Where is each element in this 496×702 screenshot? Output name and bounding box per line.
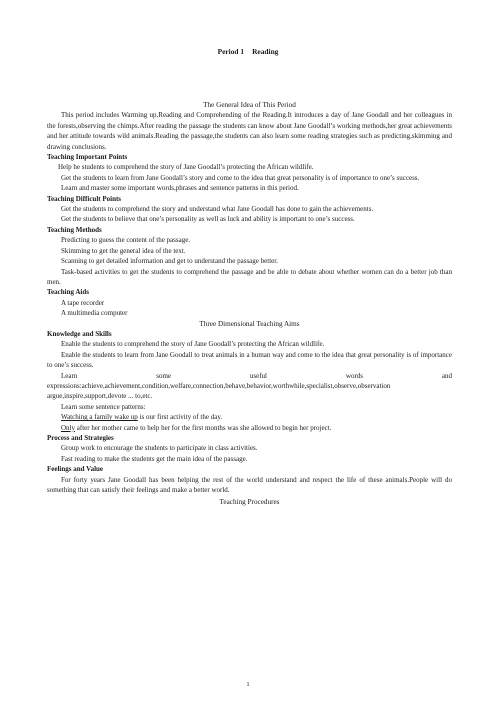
- section-heading-procedures: Teaching Procedures: [219, 498, 280, 507]
- sentence-pattern-rest: is our first activity of the day.: [137, 413, 223, 422]
- section-heading-aims: Three Dimensional Teaching Aims: [199, 319, 300, 328]
- important-point: Learn and master some important words,phrases and sentence patterns in this period.: [61, 184, 299, 193]
- sentence-pattern-rest: after her mother came to help her for the first months was she allowed to begin her project.: [75, 423, 332, 432]
- learn-word: and: [441, 371, 453, 380]
- heading-process-strategies: Process and Strategies: [47, 434, 114, 442]
- important-point: Get the students to learn from Jane Goodall’s story and come to the idea that great personality is of importance to one’s success.: [61, 173, 420, 182]
- heading-feelings-value: Feelings and Value: [47, 465, 104, 474]
- method-item: Predicting to guess the content of the passage.: [61, 236, 191, 245]
- heading-teaching-aids: Teaching Aids: [47, 288, 89, 297]
- period-label: Period 1: [217, 47, 245, 56]
- sentence-pattern-underlined: Watching a family wake up: [61, 413, 138, 422]
- method-item: Skimming to get the general idea of the text.: [61, 246, 186, 255]
- learn-word: Learn: [61, 371, 78, 380]
- learn-words-line: [47, 371, 452, 381]
- knowledge-item: Enable the students to learn from Jane Goodall to treat animals in a human way and come to the idea that great personality is of importance to one’s success.: [47, 350, 452, 370]
- learn-word: words: [345, 371, 364, 380]
- knowledge-item: Enable the students to comprehend the story of Jane Goodall’s protecting the African wildlife.: [61, 340, 325, 349]
- process-item: Group work to encourage the students to participate in class activities.: [61, 444, 258, 453]
- difficult-point: Get the students to believe that one’s personality as well as luck and ability is important to one’s success.: [61, 215, 355, 224]
- important-point: Help he students to comprehend the story of Jane Goodall’s protecting the African wildlife.: [58, 163, 314, 172]
- lesson-name: Reading: [252, 47, 279, 56]
- method-item: Task-based activities to get the students to comprehend the passage and be able to debate about whether women can do a better job than men.: [47, 267, 452, 286]
- section-heading-general: The General Idea of This Period: [203, 101, 296, 109]
- aid-item: A multimedia computer: [61, 309, 128, 318]
- heading-important-points: Teaching Important Points: [47, 153, 128, 162]
- sentence-pattern-underlined: Only: [61, 423, 75, 432]
- document-body: [47, 100, 452, 508]
- heading-teaching-methods: Teaching Methods: [47, 225, 102, 234]
- learn-word: some: [156, 371, 171, 380]
- feelings-paragraph: For forty years Jane Goodall has been helping the rest of the world understand and respect the life of these animals.People will do something that can satisfy their feelings and make a better world.: [47, 475, 452, 495]
- process-item: Fast reading to make the students get the main idea of the passage.: [61, 454, 248, 463]
- general-idea-paragraph: This period includes Warming up,Reading and Comprehending of the Reading.It introduces a day of Jane Goodall and her colleagues in the forests,observing the chimps.After reading the passage the students can know about Jane Goodall’s working methods,her great achievements and her attitude towards wild animals.Reading the passage,the students can also learn some reading strategies such as predicting,skimming and drawing conclusions.: [47, 111, 452, 151]
- aid-item: A tape recorder: [61, 298, 105, 307]
- difficult-point: Get the students to comprehend the story and understand what Jane Goodall has done to gain the achievements.: [61, 205, 374, 214]
- page-title: [0, 47, 496, 56]
- sentence-pattern: [47, 423, 452, 433]
- method-item: Scanning to get detailed information and get to understand the passage better.: [61, 257, 278, 266]
- vocabulary-list: expressions:achieve,achievement,condition,welfare,connection,behave,behavior,worthwhile,specialist,observe,observation argue,inspire,support,devote ... to,etc.: [47, 381, 391, 401]
- heading-difficult-points: Teaching Difficult Points: [47, 194, 122, 203]
- learn-word: useful: [249, 371, 267, 380]
- sentence-patterns-intro: Learn some sentence patterns:: [61, 402, 146, 411]
- sentence-pattern: [47, 412, 452, 422]
- heading-knowledge-skills: Knowledge and Skills: [47, 329, 112, 338]
- page-number: 1: [246, 681, 250, 688]
